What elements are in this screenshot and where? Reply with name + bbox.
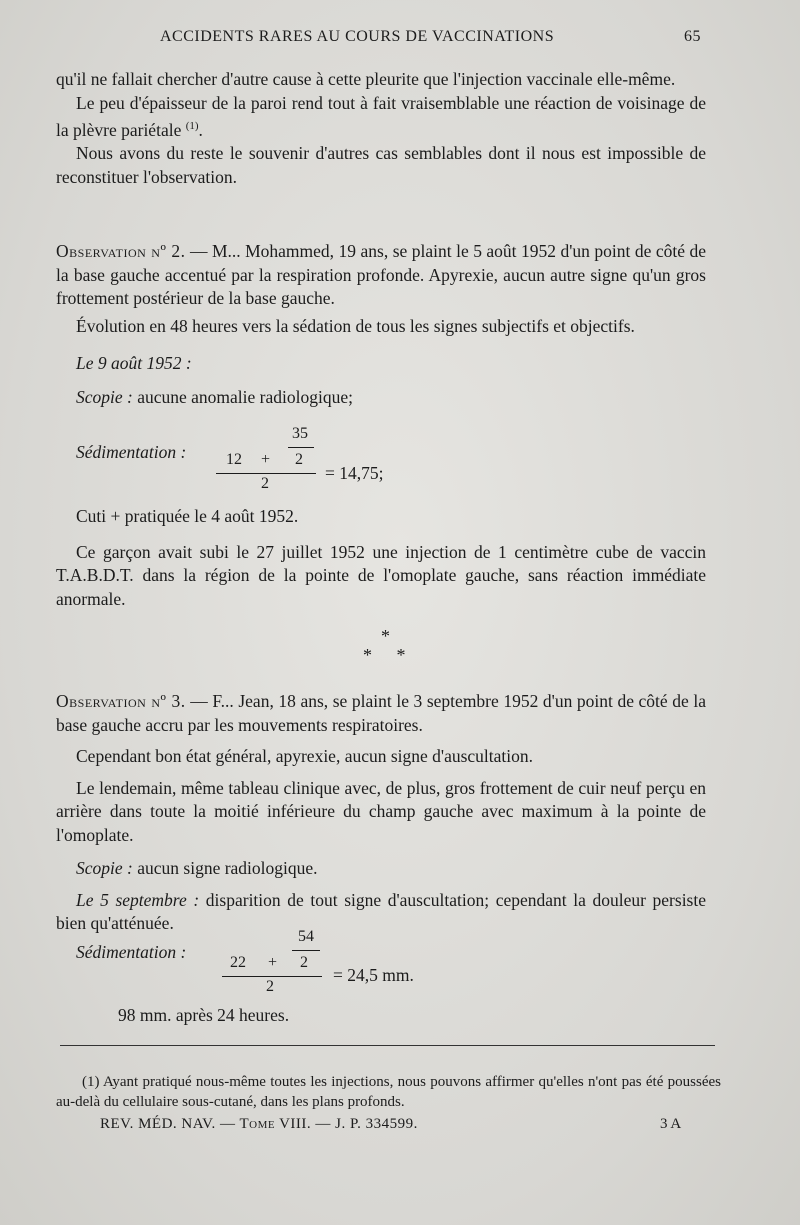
intro-paragraph-2: Le peu d'épaisseur de la paroi rend tout à fait vraisemblable une réaction de voisinage de la plèvre pariétale $^{(1)}$.: [56, 92, 706, 140]
obs3-scopie: Scopie : aucun signe radiologique.: [76, 858, 318, 878]
obs2-main-fraction-bar: [216, 473, 316, 474]
obs2-date: Le 9 août 1952 :: [76, 353, 192, 373]
obs2-inner-fraction-bar: [288, 447, 314, 448]
obs3-main-fraction-bar: [222, 976, 322, 977]
obs3-sed-plus: +: [268, 954, 278, 971]
footnote: [56, 1072, 721, 1112]
obs3-sed-a: 22: [230, 954, 246, 971]
obs3-paragraph-2: Cependant bon état général, apyrexie, aucun signe d'auscultation.: [76, 746, 534, 766]
footnote-text: (1) Ayant pratiqué nous-même toutes les injections, nous pouvons affirmer qu'elles n'ont pas été poussées au-delà du cellulaire sous-cutané, dans les plans profonds.: [56, 1074, 721, 1110]
obs3-inner-fraction-bar: [292, 950, 320, 951]
obs3-sed-label: Sédimentation :: [76, 942, 187, 962]
obs2-sed-plus: +: [261, 451, 271, 468]
obs2-scopie: Scopie : aucune anomalie radiologique;: [76, 386, 353, 407]
journal-reference: REV. MÉD. NAV. — Tome VIII. — J. P. 334599.: [100, 1116, 418, 1132]
page-number: 65: [684, 28, 701, 45]
obs2-sed-a: 12: [226, 451, 242, 468]
signature-mark: 3 A: [660, 1116, 682, 1132]
obs3-after-24h: 98 mm. après 24 heures.: [118, 1005, 290, 1025]
obs2-lead-paragraph: Observation nº 2. — M... Mohammed, 19 ans, se plaint le 5 août 1952 d'un point de côté de la base gauche accentué par la respiration profonde. Apyrexie, aucun autre signe qu'un gros frottement postérieur de la base gauche.: [56, 241, 706, 308]
obs3-paragraph-3: Le lendemain, même tableau clinique avec, de plus, gros frottement de cuir neuf perçu en arrière dans toute la moitié inférieure du champ gauche avec maximum à la pointe de l'omoplate.: [56, 777, 706, 845]
running-title: ACCIDENTS RARES AU COURS DE VACCINATIONS: [160, 28, 555, 45]
intro-paragraph-1: qu'il ne fallait chercher d'autre cause à cette pleurite que l'injection vaccinale elle-même.: [56, 69, 676, 89]
obs2-evolution: Évolution en 48 heures vers la sédation de tous les signes subjectifs et objectifs.: [76, 315, 635, 336]
obs2-sed-den: 2: [261, 475, 269, 492]
obs2-vaccin: Ce garçon avait subi le 27 juillet 1952 une injection de 1 centimètre cube de vaccin T.A.B.D.T. dans la région de la pointe de l'omoplate gauche, sans réaction immédiate anormale.: [56, 541, 706, 609]
obs3-sed-result: = 24,5 mm.: [333, 965, 414, 985]
separator-stars-bottom: * *: [363, 645, 416, 665]
observation-2: [56, 240, 706, 409]
obs2-sed-b-den: 2: [295, 451, 303, 468]
obs3-sed-b-num: 54: [298, 928, 314, 945]
obs3-after: [56, 1004, 706, 1028]
separator-star-top: *: [381, 626, 390, 646]
observation-2-continued: [56, 505, 706, 611]
obs2-heading: Observation nº 2.: [56, 241, 186, 261]
obs2-sed-b-num: 35: [292, 425, 308, 442]
obs3-lead-paragraph: Observation nº 3. — F... Jean, 18 ans, se plaint le 3 septembre 1952 d'un point de côté de la base gauche accru par les mouvements respiratoires.: [56, 691, 706, 735]
obs2-sed-result: = 14,75;: [325, 463, 384, 483]
obs3-sed-b-den: 2: [300, 954, 308, 971]
intro-paragraph-3: Nous avons du reste le souvenir d'autres cas semblables dont il nous est impossible de reconstituer l'observation.: [56, 143, 706, 187]
obs2-cuti: Cuti + pratiquée le 4 août 1952.: [76, 506, 299, 526]
obs3-heading: Observation nº 3.: [56, 691, 186, 711]
obs3-sed-den: 2: [266, 978, 274, 995]
obs2-sed-label: Sédimentation :: [76, 442, 187, 462]
observation-3: [56, 690, 706, 936]
footnote-divider: [60, 1045, 715, 1046]
intro-section: [56, 68, 706, 189]
footnote-ref: (1): [185, 120, 199, 132]
obs3-date-paragraph: Le 5 septembre : disparition de tout signe d'auscultation; cependant la douleur persiste bien qu'atténuée.: [56, 889, 706, 933]
